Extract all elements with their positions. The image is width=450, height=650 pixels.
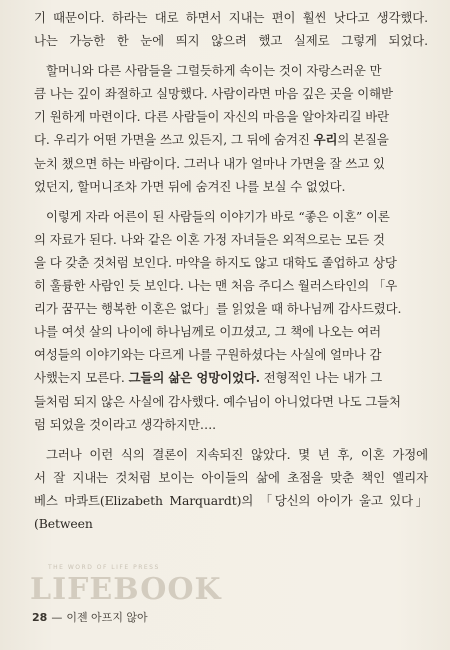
line: 히 훌륭한 사람인 듯 보인다. 나는 맨 처음 주디스 월러스타인의 「우 (34, 278, 398, 294)
line: 서 잘 지내는 것처럼 보이는 아이들의 삶에 초점을 맞춘 책인 엘리자 (34, 469, 428, 485)
running-title: 이젠 아프지 않아 (66, 611, 148, 624)
folio-dash: — (51, 611, 63, 624)
line: 나를 여섯 살의 나이에 하나님께로 이끄셨고, 그 책에 나오는 여러 (34, 324, 381, 340)
line: 들처럼 되지 않은 사실에 감사했다. 예수님이 아니었다면 나도 그들처 (34, 393, 401, 409)
line: 눈치 챘으면 하는 바람이다. 그러나 내가 얼마나 가면을 잘 쓰고 있 (34, 155, 385, 171)
line: 었던지, 할머니조차 가면 뒤에 숨겨진 나를 보실 수 없었다. (34, 178, 346, 194)
page-number: 28 (32, 611, 48, 624)
line: 기 때문이다. 하라는 대로 하면서 지내는 편이 훨씬 낫다고 생각했다. (34, 10, 428, 25)
line: 기 원하게 마련이다. 다른 사람들이 자신의 마음을 알아차리길 바란 (34, 109, 390, 125)
line: 나는 가능한 한 눈에 띄지 않으려 했고 실제로 그렇게 되었다. (34, 33, 428, 49)
publisher-logo: LIFEBOOK (30, 572, 222, 607)
publisher-tagline: THE WORD OF LIFE PRESS (48, 564, 160, 571)
line: 을 다 갖춘 것처럼 보인다. 마약을 하지도 않고 대학도 졸업하고 상당 (34, 254, 397, 270)
emphasis-text: 우리 (313, 132, 338, 148)
line: 의 본질을 (337, 132, 389, 148)
emphasis-text: 그들의 삶은 엉망이었다. (128, 370, 260, 386)
line: 사했는지 모른다. (34, 370, 129, 386)
line: 할머니와 다른 사람들을 그럴듯하게 속이는 것이 자랑스러운 만 (46, 63, 382, 79)
paragraph-2 (34, 59, 428, 198)
line: 여성들의 이야기와는 다르게 나를 구원하셨다는 사실에 얼마나 감 (34, 347, 382, 363)
page-footer (28, 562, 328, 632)
line: 베스 마콰트(Elizabeth Marquardt)의 「당신의 아이가 울고 있다」(Between (34, 492, 428, 531)
line: 다. 우리가 어떤 가면을 쓰고 있든지, 그 뒤에 숨겨진 (34, 132, 314, 148)
line: 그러나 이런 식의 결론이 지속되진 않았다. 몇 년 후, 이혼 가정에 (46, 446, 428, 462)
paragraph-1 (34, 6, 428, 52)
paragraph-3 (34, 205, 428, 436)
line: 이렇게 자라 어른이 된 사람들의 이야기가 바로 “좋은 이혼” 이론 (46, 208, 390, 224)
line: 전형적인 나는 내가 그 (259, 370, 383, 386)
line: 큼 나는 깊이 좌절하고 실망했다. 사람이라면 마음 깊은 곳을 이해받 (34, 86, 393, 102)
body-text (34, 6, 428, 542)
line: 럼 되었을 것이라고 생각하지만…. (34, 416, 216, 432)
folio (32, 609, 148, 625)
line: 의 자료가 된다. 나와 같은 이혼 가정 자녀들은 외적으로는 모든 것 (34, 231, 385, 247)
paragraph-4 (34, 443, 428, 535)
line: 리가 꿈꾸는 행복한 이혼은 없다」를 읽었을 때 하나님께 감사드렸다. (34, 301, 402, 317)
